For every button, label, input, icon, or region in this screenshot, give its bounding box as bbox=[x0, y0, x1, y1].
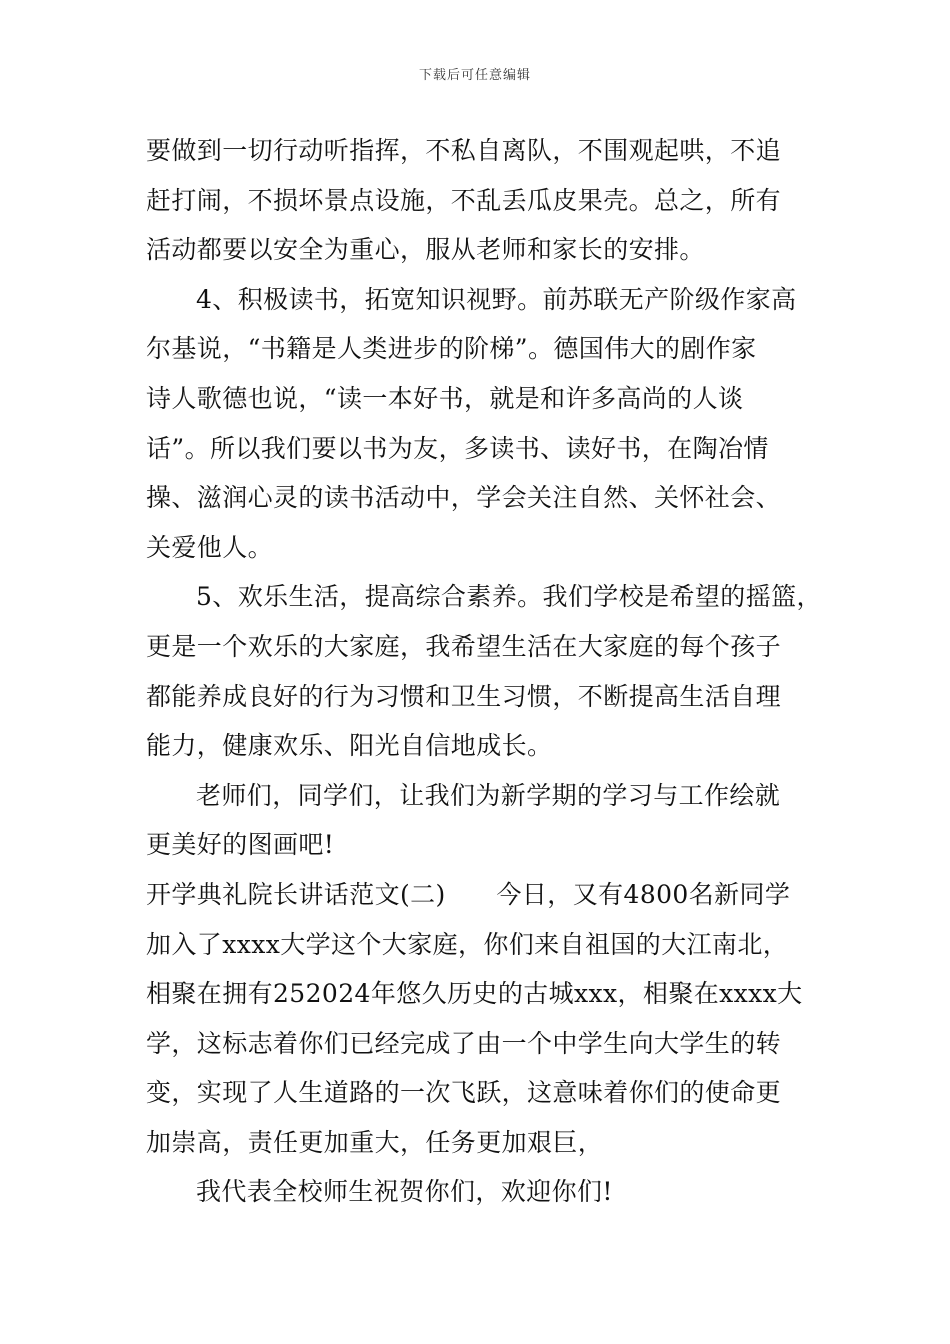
text-line: 相聚在拥有252024年悠久历史的古城xxx，相聚在xxxx大 bbox=[146, 979, 803, 1009]
text-line: 更美好的图画吧! bbox=[146, 830, 335, 860]
text-line: 尔基说，“书籍是人类进步的阶梯”。德国伟大的剧作家 bbox=[146, 334, 757, 364]
text-line: 都能养成良好的行为习惯和卫生习惯，不断提高生活自理 bbox=[146, 681, 782, 711]
text-line: 开学典礼院长讲话范文(二) 今日，又有4800名新同学 bbox=[146, 879, 791, 909]
text-line: 老师们，同学们，让我们为新学期的学习与工作绘就 bbox=[196, 780, 781, 810]
text-line: 能力，健康欢乐、阳光自信地成长。 bbox=[146, 731, 553, 761]
text-line: 我代表全校师生祝贺你们，欢迎你们! bbox=[196, 1177, 613, 1207]
text-line: 4、积极读书，拓宽知识视野。前苏联无产阶级作家高 bbox=[196, 284, 797, 314]
text-line: 变，实现了人生道路的一次飞跃，这意味着你们的使命更 bbox=[146, 1078, 782, 1108]
text-line: 关爱他人。 bbox=[146, 532, 274, 562]
text-line: 诗人歌德也说，“读一本好书，就是和许多高尚的人谈 bbox=[146, 383, 744, 413]
text-line: 要做到一切行动听指挥，不私自离队，不围观起哄，不追 bbox=[146, 136, 782, 165]
text-line: 加入了xxxx大学这个大家庭，你们来自祖国的大江南北， bbox=[146, 929, 789, 959]
page-header: 下载后可任意编辑 bbox=[418, 68, 531, 83]
text-line: 操、滋润心灵的读书活动中，学会关注自然、关怀社会、 bbox=[146, 483, 782, 513]
document-body bbox=[146, 126, 826, 1217]
text-line: 赶打闹，不损坏景点设施，不乱丢瓜皮果壳。总之，所有 bbox=[146, 185, 782, 215]
text-line: 活动都要以安全为重心，服从老师和家长的安排。 bbox=[146, 235, 705, 265]
text-line: 话”。所以我们要以书为友，多读书、读好书，在陶冶情 bbox=[146, 433, 769, 463]
text-line: 学，这标志着你们已经完成了由一个中学生向大学生的转 bbox=[146, 1028, 782, 1058]
text-line: 5、欢乐生活，提高综合素养。我们学校是希望的摇篮， bbox=[196, 582, 822, 612]
text-line: 更是一个欢乐的大家庭，我希望生活在大家庭的每个孩子 bbox=[146, 631, 782, 661]
text-line: 加崇高，责任更加重大，任务更加艰巨， bbox=[146, 1127, 604, 1157]
